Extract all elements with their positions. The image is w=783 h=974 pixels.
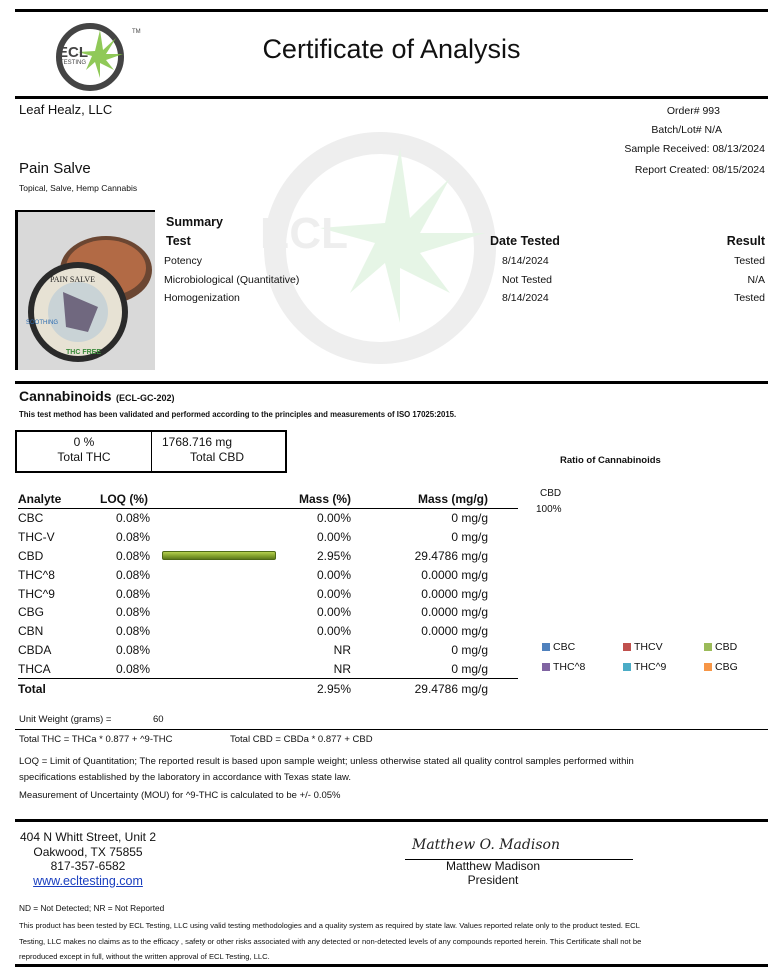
total-thc-cell	[17, 432, 152, 471]
abbrev-note: ND = Not Detected; NR = Not Reported	[19, 903, 165, 913]
cannabinoid-total-row	[18, 679, 518, 698]
summary-heading: Summary	[166, 215, 223, 229]
total-label: Total	[18, 679, 100, 698]
legend-item	[623, 641, 663, 653]
svg-text:ECL: ECL	[260, 209, 348, 258]
mass-mg-cell: 0 mg/g	[451, 530, 488, 545]
photo-label-top: PAIN SALVE	[50, 275, 95, 284]
mass-mg-cell: 29.4786 mg/g	[414, 548, 488, 563]
mass-pct-cell: 0.00%	[316, 511, 351, 526]
mass-pct-cell: NR	[333, 661, 351, 676]
legend-item	[704, 641, 737, 653]
bar-cell	[160, 565, 291, 584]
summary-result: N/A	[747, 274, 765, 286]
mass-mg-cell: 0.0000 mg/g	[421, 586, 488, 601]
legend-label: THCV	[634, 641, 663, 653]
bar-cell	[160, 603, 291, 622]
bar-cell	[160, 659, 291, 678]
total-thc-value: 0 %	[73, 435, 95, 449]
order-number: Order# 993	[666, 105, 720, 117]
photo-label-left: SOOTHING	[26, 320, 59, 326]
analyte-cell: CBD	[18, 548, 44, 563]
loq-cell: 0.08%	[115, 530, 150, 545]
photo-label-bottom: THC FREE	[66, 349, 101, 356]
mass-bar	[162, 551, 276, 560]
product-photo	[15, 210, 155, 370]
mass-pct-cell: NR	[333, 642, 351, 657]
analyte-cell: THC-V	[18, 530, 55, 545]
mass-mg-cell: 0 mg/g	[451, 511, 488, 526]
mass-pct-cell: 0.00%	[316, 567, 351, 582]
logo-text: ECL	[58, 44, 88, 61]
cannabinoid-row	[18, 565, 518, 584]
section-rule	[15, 381, 768, 384]
mass-mg-cell: 0 mg/g	[451, 642, 488, 657]
col-analyte: Analyte	[18, 490, 100, 509]
mass-pct-cell: 2.95%	[316, 548, 351, 563]
mass-mg-cell: 0.0000 mg/g	[421, 605, 488, 620]
phone: 817-357-6582	[50, 859, 126, 873]
address-line1: 404 N Whitt Street, Unit 2	[19, 830, 157, 844]
mass-pct-cell: 0.00%	[316, 605, 351, 620]
total-mass-pct: 2.95%	[291, 679, 351, 698]
logo-tm: TM	[132, 29, 141, 35]
summary-col-test: Test	[166, 234, 191, 248]
analyte-cell: THCA	[18, 661, 51, 676]
cannabinoid-row	[18, 509, 518, 528]
disclaimer-line3: reproduced except in full, without the written approval of ECL Testing, LLC.	[19, 952, 270, 961]
total-cbd-value: 1768.716 mg	[162, 435, 233, 449]
lab-address	[18, 830, 158, 888]
mass-mg-cell: 0.0000 mg/g	[421, 567, 488, 582]
page-title: Certificate of Analysis	[262, 34, 521, 64]
footer-rule	[15, 819, 768, 822]
bar-cell	[160, 509, 291, 528]
cannabinoids-heading	[19, 388, 175, 406]
signer-title: President	[467, 873, 519, 887]
loq-cell: 0.08%	[115, 661, 150, 676]
mass-pct-cell: 0.00%	[316, 530, 351, 545]
loq-cell: 0.08%	[115, 586, 150, 601]
disclaimer-line1: This product has been tested by ECL Testing, LLC using valid testing methodologies and a quality system as required by state law. Values reported relate only to the product tested. ECL	[19, 921, 640, 930]
bottom-rule	[15, 964, 768, 967]
summary-test: Microbiological (Quantitative)	[164, 274, 300, 286]
total-cbd-label: Total CBD	[190, 450, 245, 464]
mass-pct-cell: 0.00%	[316, 586, 351, 601]
cannabinoid-row	[18, 622, 518, 641]
ratio-value: 100%	[536, 504, 562, 515]
summary-result: Tested	[734, 292, 765, 304]
website-link[interactable]: www.ecltesting.com	[33, 873, 143, 888]
logo-subtext: TESTING	[60, 60, 87, 66]
summary-col-date: Date Tested	[490, 234, 560, 248]
legend-swatch	[542, 643, 550, 651]
summary-date: 8/14/2024	[502, 255, 549, 267]
loq-cell: 0.08%	[115, 548, 150, 563]
legend-label: THC^8	[553, 661, 586, 673]
top-rule	[15, 9, 768, 12]
cannabinoid-table	[18, 490, 518, 698]
cannabinoid-table-header	[18, 490, 518, 509]
legend-item	[623, 661, 666, 673]
legend-label: CBG	[715, 661, 738, 673]
summary-test: Potency	[164, 255, 202, 267]
legend-item	[704, 661, 738, 673]
bar-cell	[160, 641, 291, 660]
batch-lot: Batch/Lot# N/A	[651, 124, 722, 136]
analyte-cell: THC^9	[18, 586, 55, 601]
totals-box	[15, 430, 287, 473]
unit-weight-value: 60	[153, 714, 164, 725]
cannabinoid-row	[18, 584, 518, 603]
loq-cell: 0.08%	[115, 567, 150, 582]
mou-note: Measurement of Uncertainty (MOU) for ^9-THC is calculated to be +/- 0.05%	[19, 790, 341, 801]
legend-label: CBC	[553, 641, 576, 653]
total-cbd-formula: Total CBD = CBDa * 0.877 + CBD	[230, 734, 373, 745]
summary-test: Homogenization	[164, 292, 240, 304]
legend-label: THC^9	[634, 661, 667, 673]
disclaimer-line2: Testing, LLC makes no claims as to the efficacy , safety or other risks associated with any detected or non-detected levels of any compounds reported herein. This Certificate shall not be	[19, 937, 642, 946]
bar-cell	[160, 622, 291, 641]
mass-mg-cell: 0 mg/g	[451, 661, 488, 676]
signature: Matthew O. Madison	[412, 837, 560, 853]
cannabinoid-row	[18, 603, 518, 622]
total-mass-mg: 29.4786 mg/g	[351, 679, 518, 698]
legend-item	[542, 641, 575, 653]
loq-cell: 0.08%	[115, 511, 150, 526]
summary-col-result: Result	[726, 234, 765, 248]
total-cbd-cell	[152, 432, 285, 471]
sample-received: Sample Received: 08/13/2024	[624, 143, 765, 155]
analyte-cell: CBC	[18, 511, 44, 526]
bar-cell	[160, 528, 291, 547]
legend-swatch	[542, 663, 550, 671]
cannabinoid-row	[18, 641, 518, 660]
product-name: Pain Salve	[19, 160, 91, 177]
legend-swatch	[704, 643, 712, 651]
ratio-label: CBD	[540, 488, 562, 499]
loq-note-line2: specifications established by the laboratory in accordance with Texas state law.	[19, 772, 351, 783]
legend-item	[542, 661, 585, 673]
bar-cell	[160, 547, 291, 566]
client-name: Leaf Healz, LLC	[19, 102, 113, 117]
validation-note: This test method has been validated and performed according to the principles and measurements of ISO 17025:2015.	[19, 410, 457, 419]
watermark-logo	[250, 108, 510, 368]
cannabinoids-title: Cannabinoids	[19, 388, 112, 404]
mass-pct-cell: 0.00%	[316, 624, 351, 639]
legend-swatch	[623, 663, 631, 671]
header-rule	[15, 96, 768, 99]
analyte-cell: CBN	[18, 624, 44, 639]
unit-weight-label: Unit Weight (grams) =	[19, 714, 112, 725]
col-mass-mg: Mass (mg/g)	[351, 490, 518, 509]
total-thc-label: Total THC	[57, 450, 111, 464]
cannabinoid-row	[18, 659, 518, 678]
legend-swatch	[623, 643, 631, 651]
signer-name: Matthew Madison	[445, 859, 541, 873]
loq-note-line1: LOQ = Limit of Quantitation; The reported result is based upon sample weight; unless otherwise stated all quality control samples performed within	[19, 756, 634, 767]
loq-cell: 0.08%	[115, 624, 150, 639]
total-thc-formula: Total THC = THCa * 0.877 + ^9-THC	[19, 734, 173, 745]
summary-result: Tested	[734, 255, 765, 267]
loq-cell: 0.08%	[115, 605, 150, 620]
col-loq: LOQ (%)	[100, 490, 160, 509]
cannabinoid-row	[18, 528, 518, 547]
analyte-cell: THC^8	[18, 567, 55, 582]
cannabinoids-method: (ECL-GC-202)	[116, 393, 175, 403]
notes-rule	[15, 729, 768, 730]
analyte-cell: CBDA	[18, 642, 52, 657]
summary-date: Not Tested	[502, 274, 553, 286]
col-bar	[160, 490, 291, 509]
address-line2: Oakwood, TX 75855	[33, 844, 143, 859]
col-mass-pct: Mass (%)	[291, 490, 351, 509]
legend-label: CBD	[715, 641, 738, 653]
analyte-cell: CBG	[18, 605, 45, 620]
ratio-title: Ratio of Cannabinoids	[560, 455, 661, 466]
product-desc: Topical, Salve, Hemp Cannabis	[19, 183, 138, 193]
legend-swatch	[704, 663, 712, 671]
report-created: Report Created: 08/15/2024	[634, 164, 765, 176]
cannabinoid-rows	[18, 509, 518, 679]
bar-cell	[160, 584, 291, 603]
summary-date: 8/14/2024	[502, 292, 549, 304]
cannabinoid-row	[18, 547, 518, 566]
mass-mg-cell: 0.0000 mg/g	[421, 624, 488, 639]
loq-cell: 0.08%	[115, 642, 150, 657]
